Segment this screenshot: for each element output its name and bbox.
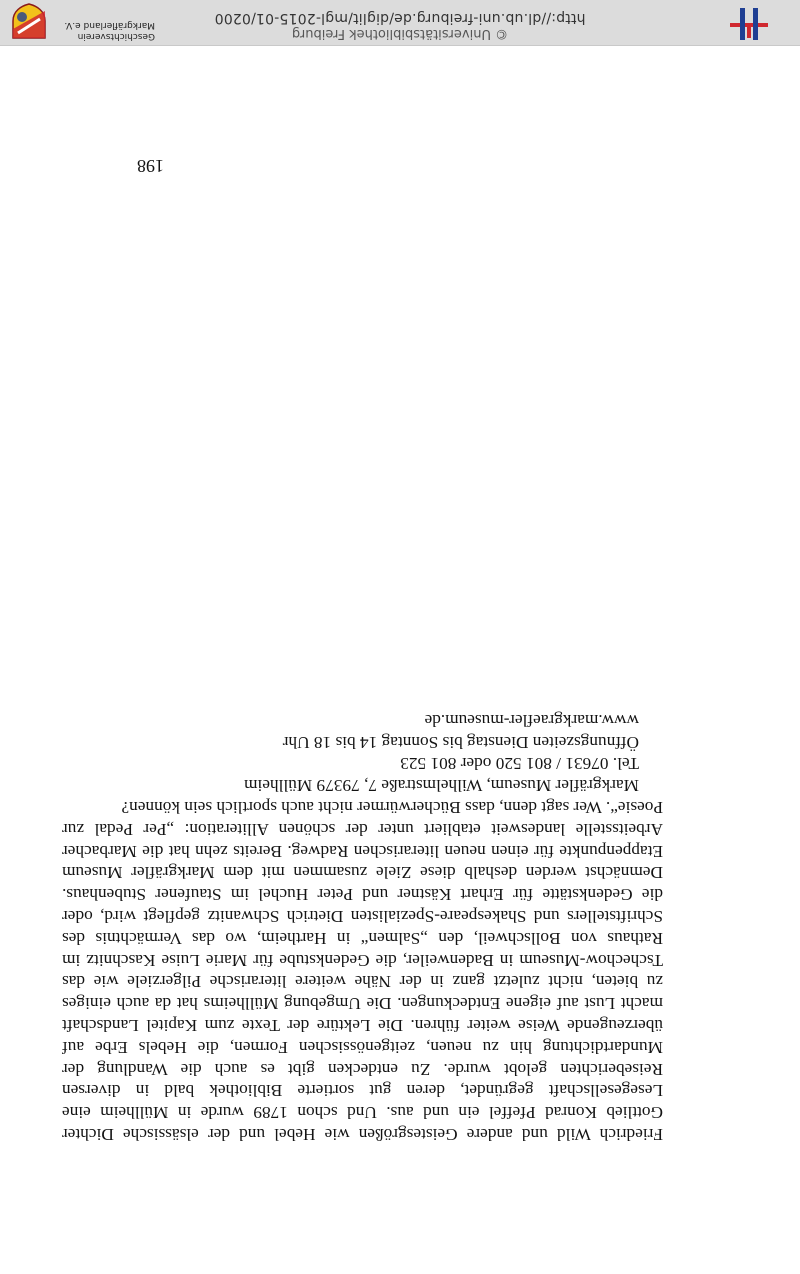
- body-text: [62, 709, 663, 1145]
- footer-bar: [0, 0, 800, 46]
- page-number: 198: [137, 156, 164, 176]
- copyright-text: © Universitätsbibliothek Freiburg: [291, 26, 509, 41]
- museum-address: [62, 709, 639, 796]
- page-top-strip: [0, 1262, 800, 1274]
- phone-line: Tel. 07631 / 801 520 oder 801 523: [400, 754, 639, 774]
- website-line: www.markgraefler-museum.de: [424, 710, 639, 730]
- coat-of-arms-icon: [10, 3, 48, 41]
- society-name: [55, 19, 155, 41]
- address-line: Markgräfler Museum, Wilhelmstraße 7, 79379 Müllheim: [244, 776, 639, 796]
- opening-hours-line: Öffnungszeiten Dienstag bis Sonntag 14 bis 18 Uhr: [282, 732, 639, 752]
- society-line: Markgräflerland e.V.: [64, 20, 155, 30]
- document-url-link[interactable]: http://dl.ub.uni-freiburg.de/diglit/mgl-2015-01/0200: [214, 10, 586, 26]
- society-line: Geschichtsverein: [77, 31, 155, 41]
- body-paragraph: Friedrich Wild und andere Geistesgrößen wie Hebel und der elsässische Dichter Gottlieb Konrad Pfeffel ein und aus. Und schon 1789 wurde in Müllheim eine Lesegesellschaft gegründet, deren gut sortierte Bibliothek bald in diversen Reiseberichten gelobt wurde. Zu entdecken gibt es auch die Wandlung der Mundartdichtung hin zu neuen, zeitgenössischen Formen, die Hebels Erbe auf überzeugende Weise weiter führen. Die Lektüre der Texte zum Kapitel Landschaft macht Lust auf eigene Entdeckungen. Die Umgebung Müllheims hat da auch einiges zu bieten, nicht zuletzt ganz in der Nähe weitere literarische Pilgerziele wie das Tschechow-Museum in Badenweiler, die Gedenkstube für Marie Luise Kaschnitz im Rathaus von Bollschweil, den „Salmen“ in Hartheim, wo das Vermächtnis des Schriftstellers und Shakespeare-Spezialisten Dietrich Schwanitz gepflegt wird, oder die Gedenkstätte für Erhart Kästner und Peter Huchel im Staufener Stubenhaus. Demnächst werden deshalb diese Ziele zusammen mit dem Markgräfler Museum Etappenpunkte für einen neuen literarischen Radweg. Bereits zehn hat die Marbacher Arbeitsstelle landesweit etabliert unter der schönen Alliteration: „Per Pedal zur Poesie“. Wer sagt denn, dass Bücherwürmer nicht auch sportlich sein können?: [62, 798, 663, 1144]
